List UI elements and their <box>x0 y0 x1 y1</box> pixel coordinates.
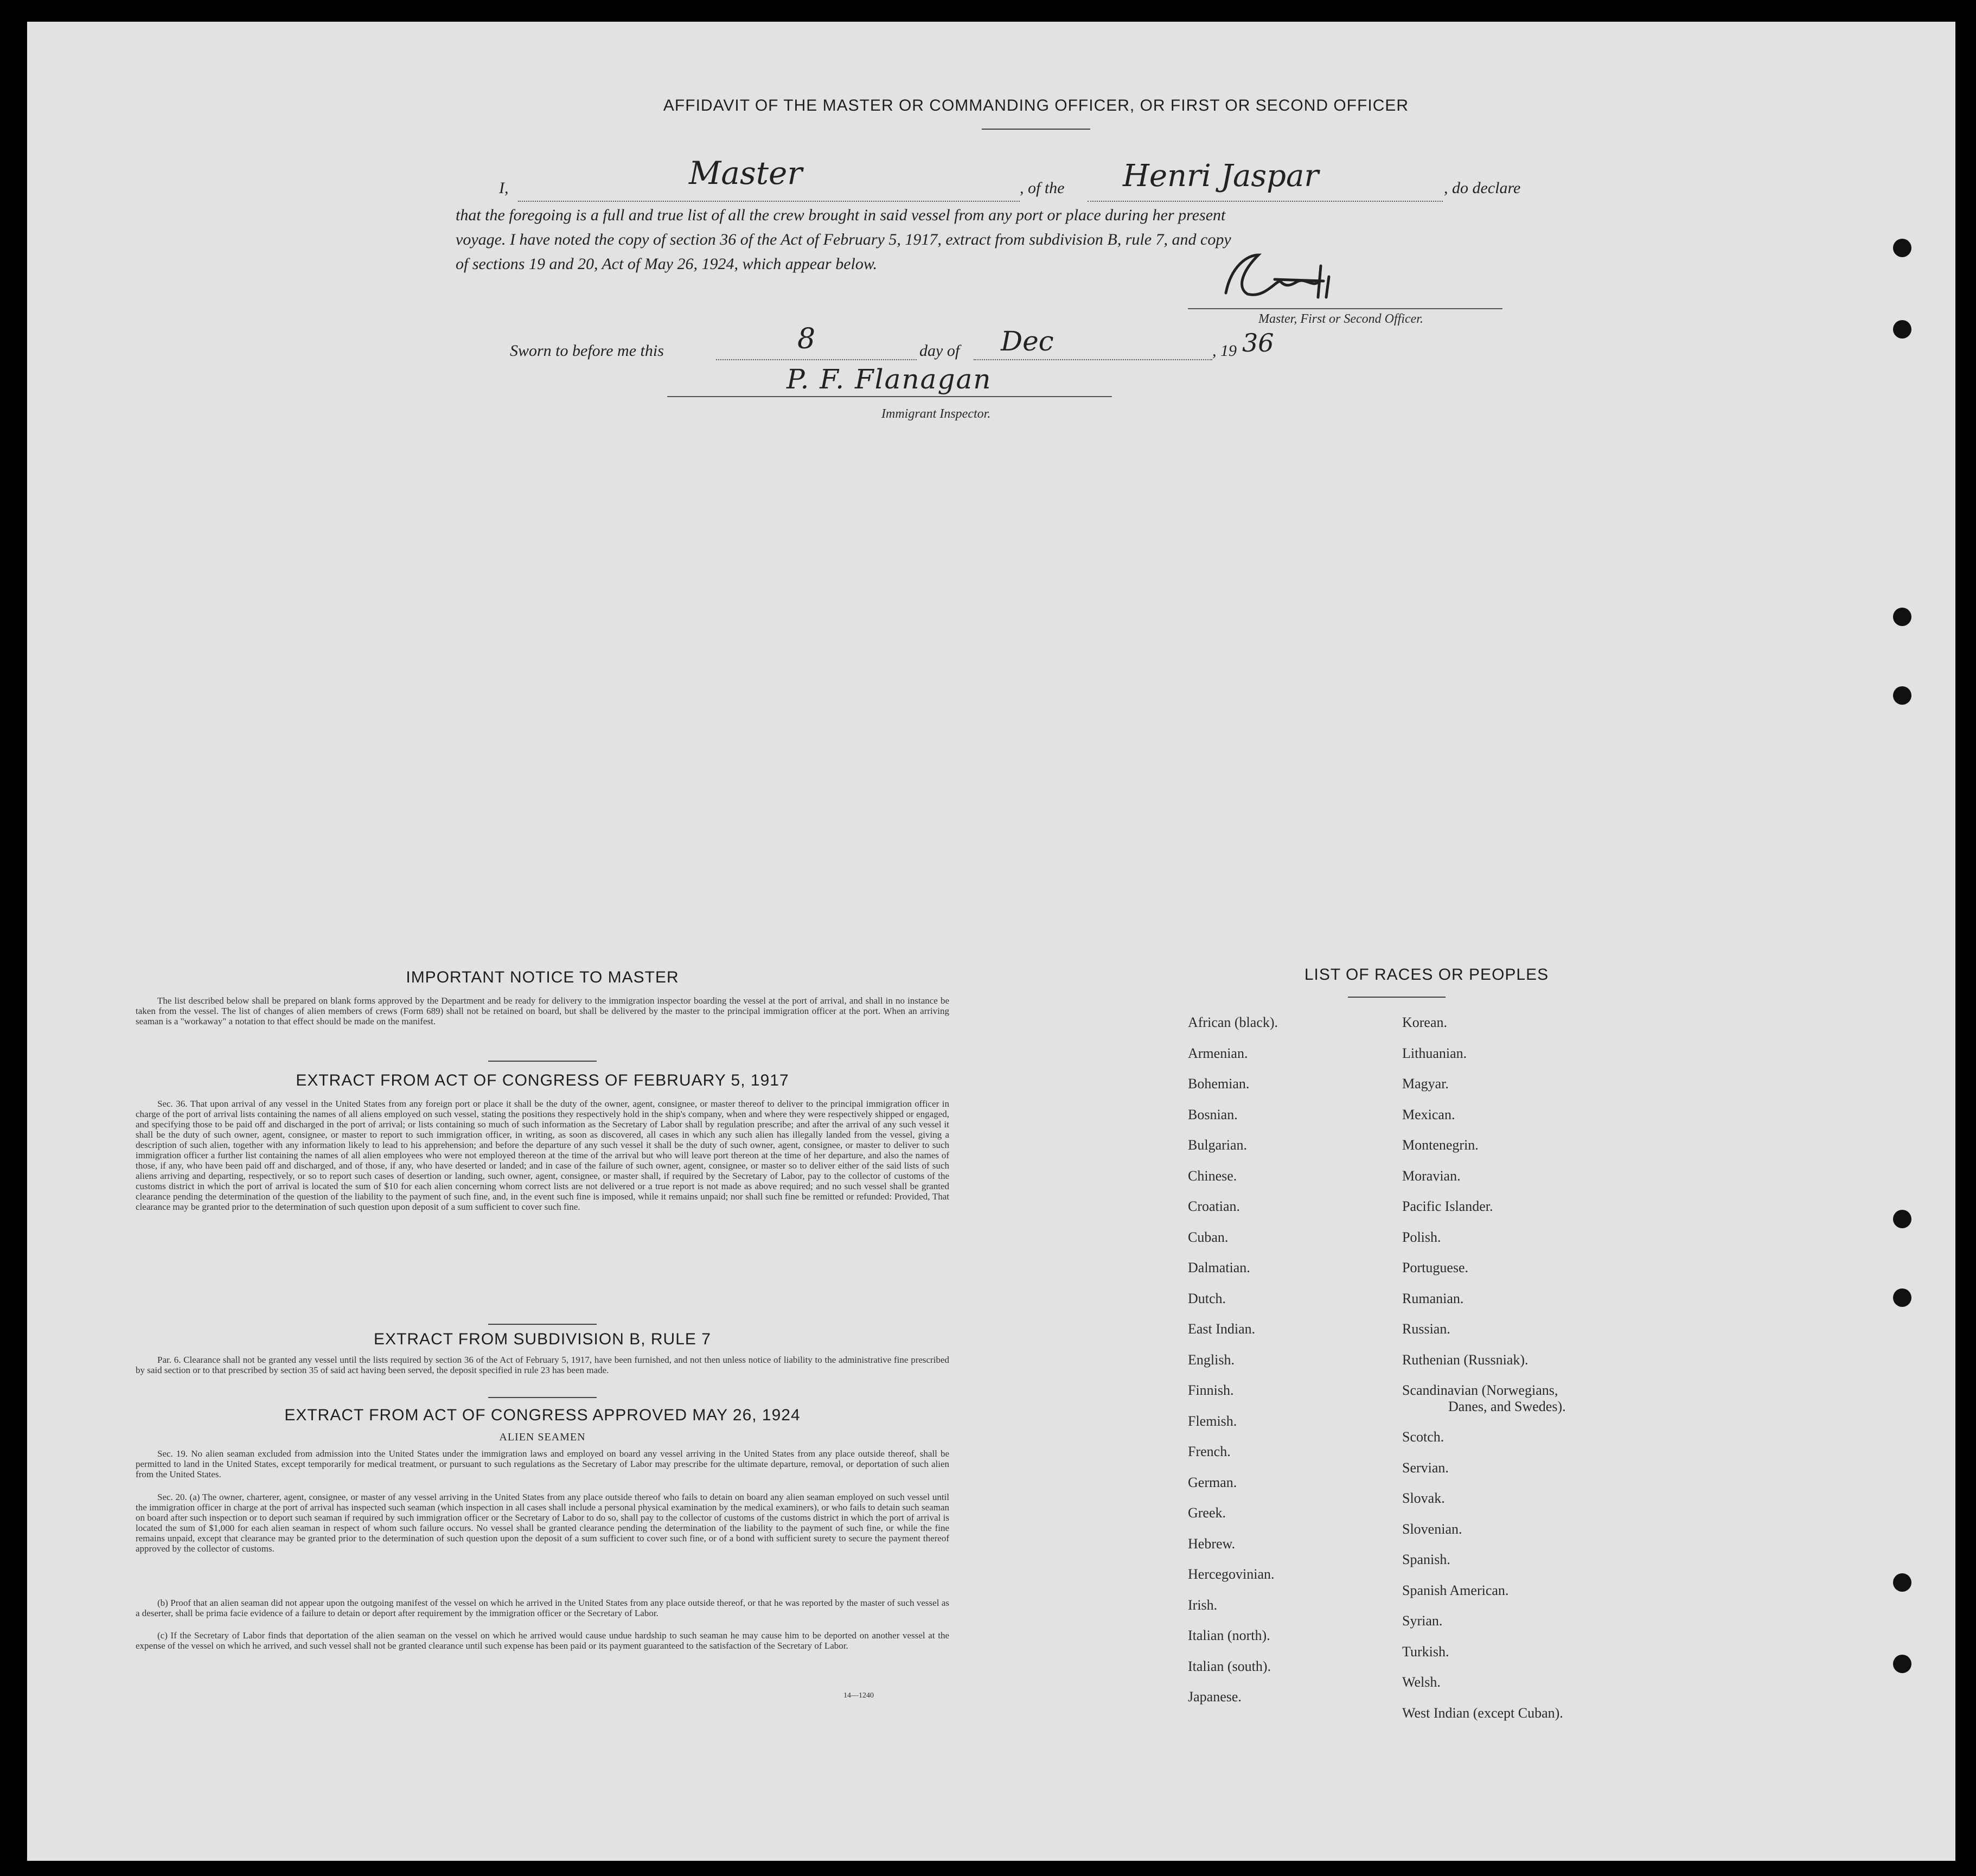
race-item-left: Irish. <box>1188 1597 1218 1613</box>
year-suffix-handwritten: 36 <box>1242 328 1274 358</box>
year-prefix: , 19 <box>1212 342 1237 360</box>
signature-caption: Master, First or Second Officer. <box>1258 312 1423 326</box>
affidavit-title: AFFIDAVIT OF THE MASTER OR COMMANDING OFFICER, OR FIRST OR SECOND OFFICER <box>663 97 1409 114</box>
race-item-left: Hebrew. <box>1188 1535 1236 1552</box>
affidavit-of-the: , of the <box>1020 179 1065 197</box>
master-name-handwritten: Master <box>689 155 803 192</box>
extract-1917-divider <box>488 1324 597 1325</box>
punch-hole <box>1893 320 1911 339</box>
race-item-left: African (black). <box>1188 1014 1278 1030</box>
notice-body: The list described below shall be prepared on blank forms approved by the Department and be ready for delivery to the immigration inspector boarding the vessel at the port of arrival, and shall in no instance be taken from the vessel. The list of changes of alien members of crews (Form 689) shall not be retained on board, but shall be delivered by the master to the principal immigration officer at the port. When an arriving seaman is a "workaway" a notation to that effect should be made on the manifest. <box>136 996 949 1026</box>
affidavit-line-4: of sections 19 and 20, Act of May 26, 1924, which appear below. <box>456 255 878 273</box>
extract-1924-sec19: Sec. 19. No alien seaman excluded from admission into the United States under the immigration laws and employed on board any vessel arriving in the United States from any place outside thereof, shall be permitted to land in the United States, except temporarily for medical treatment, or pursuant to such regulations as the Secretary of Labor may prescribe for the ultimate departure, removal, or deportation of such alien from the United States. <box>136 1449 949 1479</box>
punch-hole <box>1893 1573 1911 1592</box>
inspector-signature: P. F. Flanagan <box>786 363 992 395</box>
affidavit-do-declare: , do declare <box>1444 179 1521 197</box>
race-item-right: Slovenian. <box>1402 1521 1462 1537</box>
sworn-day-line <box>716 359 917 360</box>
sworn-prefix: Sworn to before me this <box>510 342 664 360</box>
race-item-left: Bulgarian. <box>1188 1137 1248 1153</box>
extract-rule7-title: EXTRACT FROM SUBDIVISION B, RULE 7 <box>374 1330 711 1348</box>
affidavit-line-3: voyage. I have noted the copy of section 36 of the Act of February 5, 1917, extract from subdivision B, rule 7, and copy <box>456 231 1231 248</box>
extract-rule7-body: Par. 6. Clearance shall not be granted any vessel until the lists required by section 36 of the Act of February 5, 1917, have been furnished, and not then unless notice of liability to the administrative fine prescribed by said section or to that prescribed by section 35 of said act having been served, the deposit specified in rule 23 has been made. <box>136 1355 949 1375</box>
master-name-line <box>518 201 1020 202</box>
race-item-right: Russian. <box>1402 1321 1450 1337</box>
race-item-right: Korean. <box>1402 1014 1448 1030</box>
race-item-left: Dalmatian. <box>1188 1260 1250 1275</box>
race-item-left: Flemish. <box>1188 1413 1237 1429</box>
sworn-month-handwritten: Dec <box>1001 326 1054 357</box>
race-item-right: Polish. <box>1402 1229 1441 1245</box>
race-item-right: Servian. <box>1402 1459 1449 1476</box>
signature-line <box>1188 308 1502 309</box>
form-number: 14—1240 <box>843 1692 874 1700</box>
race-item-left: Chinese. <box>1188 1167 1237 1184</box>
race-item-right: Scotch. <box>1402 1429 1444 1445</box>
affidavit-i: I, <box>499 179 509 197</box>
race-item-right: Montenegrin. <box>1402 1137 1479 1153</box>
race-item-left: Armenian. <box>1188 1045 1248 1061</box>
race-item-right: Scandinavian (Norwegians, <box>1402 1382 1558 1398</box>
notice-title: IMPORTANT NOTICE TO MASTER <box>406 968 679 986</box>
races-title: LIST OF RACES OR PEOPLES <box>1304 966 1549 984</box>
race-item-right: Mexican. <box>1402 1106 1455 1122</box>
race-item-left: Dutch. <box>1188 1290 1226 1306</box>
race-item-right: Spanish American. <box>1402 1582 1509 1598</box>
race-item-right: Moravian. <box>1402 1167 1461 1184</box>
race-item-left: Bosnian. <box>1188 1106 1238 1122</box>
extract-1917-body: Sec. 36. That upon arrival of any vessel in the United States from any foreign port or place it shall be the duty of the owner, agent, consignee, or master thereof to deliver to the principal immigration officer in charge of the port of arrival lists containing the names of all aliens employed on such vessel, stating the positions they respectively hold in the ship's company, when and where they were respectively shipped or engaged, and specifying those to be paid off and discharged in the port of arrival; or lists containing so much of such information as the Secretary of Labor shall by regulation prescribe; and after the arrival of any such vessel it shall be the duty of such owner, agent, consignee, or master to report to such immigration officer, in writing, as soon as discovered, all cases in which any such alien has illegally landed from the vessel, giving a description of such alien, together with any information likely to lead to his apprehension; and before the departure of any such vessel it shall be the duty of such owner, agent, consignee, or master to deliver to such immigration officer a further list containing the names of all alien employees who were not employed thereon at the time of the arrival but who will leave port thereon at the time of her departure, and also the names of those, if any, who have been paid off and discharged, and of those, if any, who have deserted or landed; and in case of the failure of such owner, agent, consignee, or master so to deliver either of the said lists of such aliens arriving and departing, respectively, or so to report such cases of desertion or landing, such owner, agent, consignee, or master shall, if required by the Secretary of Labor, pay to the collector of customs of the customs district in which the port of arrival is located the sum of $10 for each alien concerning whom correct lists are not delivered or a true report is not made as above required; and no such vessel shall be granted clearance pending the determination of the question of the liability to the payment of such fine, and, in the event such fine is imposed, while it remains unpaid; nor shall such fine be remitted or refunded: Provided, That clearance may be granted prior to the determination of such question upon deposit of a sum sufficient to cover such fine. <box>136 1099 949 1212</box>
race-item-left: Finnish. <box>1188 1382 1234 1398</box>
race-item-left: French. <box>1188 1444 1231 1459</box>
race-item-left: Bohemian. <box>1188 1076 1250 1092</box>
race-item-right: Portuguese. <box>1402 1260 1469 1275</box>
title-underline <box>982 129 1090 130</box>
race-item-left: Cuban. <box>1188 1229 1229 1245</box>
race-item-right: Lithuanian. <box>1402 1045 1467 1061</box>
race-item-left: Croatian. <box>1188 1198 1240 1214</box>
race-item-right: Slovak. <box>1402 1490 1445 1506</box>
inspector-caption: Immigrant Inspector. <box>881 407 991 421</box>
race-item-left: English. <box>1188 1351 1235 1368</box>
race-item-right: Welsh. <box>1402 1674 1441 1690</box>
race-item-left: Italian (south). <box>1188 1658 1271 1674</box>
sworn-day-handwritten: 8 <box>797 323 816 355</box>
race-item-left: Greek. <box>1188 1505 1226 1521</box>
extract-1924-sec20a: Sec. 20. (a) The owner, charterer, agent, consignee, or master of any vessel arriving in the United States from any place outside thereof who fails to detain on board any alien seaman employed on such vessel until the immigration officer in charge at the port of arrival has inspected such seaman (which inspection in all cases shall include a personal physical examination by the medical examiners), or who fails to detain such seaman on board after such inspection or to deport such seaman if required by such immigration officer or the Secretary of Labor to do so, shall pay to the collector of customs of the customs district in which the port of arrival is located the sum of $1,000 for each alien seaman in respect of whom such failure occurs. No vessel shall be granted clearance pending the determination of the liability to the payment of such fine, or while the fine remains unpaid, except that clearance may be granted prior to the determination of such question upon the deposit of a sum sufficient to cover such fine, or of a bond with sufficient surety to secure the payment thereof approved by the collector of customs. <box>136 1492 949 1554</box>
punch-hole <box>1893 239 1911 257</box>
punch-hole <box>1893 1655 1911 1673</box>
race-item-right: Magyar. <box>1402 1076 1449 1092</box>
document-page <box>27 22 1955 1861</box>
vessel-name-handwritten: Henri Jaspar <box>1123 158 1319 194</box>
race-item-right: Turkish. <box>1402 1643 1449 1660</box>
extract-1924-title: EXTRACT FROM ACT OF CONGRESS APPROVED MAY 26, 1924 <box>284 1406 801 1424</box>
race-item-right: Ruthenian (Russniak). <box>1402 1351 1529 1368</box>
race-item-left: German. <box>1188 1474 1237 1490</box>
race-item-left: Italian (north). <box>1188 1628 1270 1643</box>
race-item-right: Spanish. <box>1402 1552 1450 1567</box>
race-item-left: Japanese. <box>1188 1689 1242 1705</box>
punch-hole <box>1893 1288 1911 1307</box>
notice-divider <box>488 1061 597 1062</box>
punch-hole <box>1893 608 1911 626</box>
inspector-line <box>667 396 1112 397</box>
race-item-left: East Indian. <box>1188 1321 1256 1337</box>
race-item-left: Hercegovinian. <box>1188 1566 1275 1582</box>
extract-1924-sec20b: (b) Proof that an alien seaman did not appear upon the outgoing manifest of the vessel on which he arrived in the United States from any place outside thereof, or that he was reported by the master of such vessel as a deserter, shall be prima facie evidence of a failure to detain or deport after requirement by the immigration officer or the Secretary of Labor. <box>136 1598 949 1618</box>
extract-1924-subtitle: ALIEN SEAMEN <box>499 1431 586 1443</box>
extract-1924-sec20c: (c) If the Secretary of Labor finds that deportation of the alien seaman on the vessel on which he arrived would cause undue hardship to such seaman he may cause him to be deported on another vessel at the expense of the vessel on which he arrived, and such vessel shall not be granted clearance until such expense has been paid or its payment guaranteed to the satisfaction of the Secretary of Labor. <box>136 1630 949 1651</box>
master-signature <box>1210 233 1340 315</box>
race-item-right: Danes, and Swedes). <box>1448 1398 1566 1414</box>
extract-rule7-divider <box>488 1397 597 1398</box>
races-divider <box>1348 997 1446 998</box>
race-item-right: Pacific Islander. <box>1402 1198 1493 1214</box>
punch-hole <box>1893 686 1911 705</box>
day-of-label: day of <box>919 342 960 360</box>
race-item-right: Rumanian. <box>1402 1290 1464 1306</box>
vessel-name-line <box>1088 201 1443 202</box>
extract-1917-title: EXTRACT FROM ACT OF CONGRESS OF FEBRUARY 5, 1917 <box>296 1071 789 1089</box>
sworn-month-line <box>974 359 1212 360</box>
race-item-right: Syrian. <box>1402 1613 1443 1629</box>
affidavit-line-2: that the foregoing is a full and true list of all the crew brought in said vessel from any port or place during her present <box>456 206 1226 224</box>
punch-hole <box>1893 1210 1911 1228</box>
race-item-right: West Indian (except Cuban). <box>1402 1705 1563 1721</box>
